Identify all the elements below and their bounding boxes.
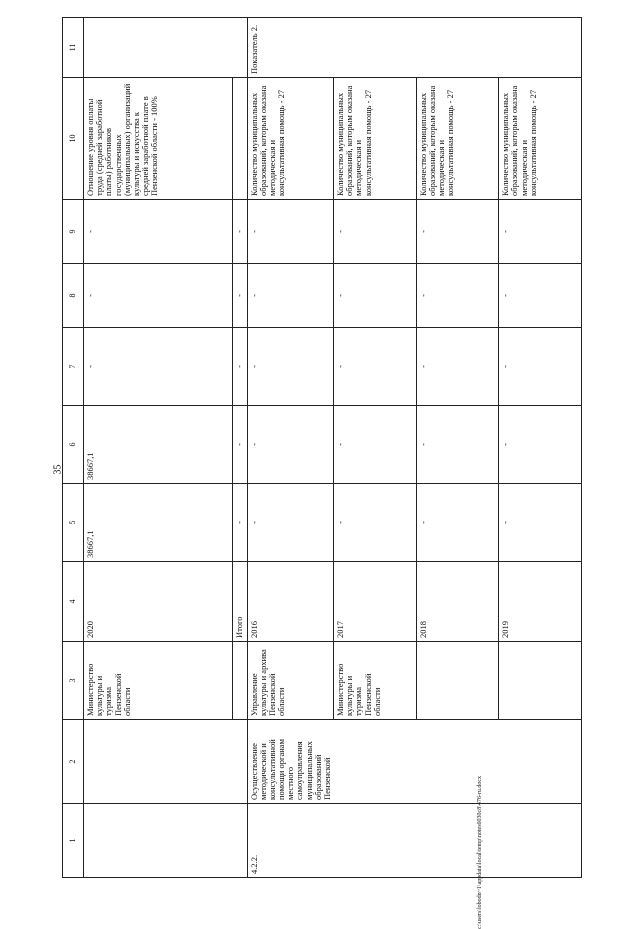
value-cell: - [233, 484, 247, 562]
value-cell: - [416, 484, 499, 562]
note-cell: Показатель 2. [247, 18, 582, 78]
value-cell: - [247, 406, 334, 484]
row-number-cell [84, 804, 247, 878]
total-label-cell: Итого [233, 562, 247, 642]
value-cell: - [499, 264, 582, 328]
column-header-row [63, 18, 84, 878]
value-cell: - [84, 200, 233, 264]
indicator-cell: Отношение уровня оплаты труда (средней заработной платы) работников государственных (муниципальных) организаций культуры и искусства к средней заработной плате в Пензенской области - 100% [84, 78, 233, 200]
rotated-table [62, 18, 582, 878]
value-cell: - [334, 200, 417, 264]
value-cell: - [416, 328, 499, 406]
year-cell: 2016 [247, 562, 334, 642]
rotated-table-area [62, 18, 582, 878]
value-cell: - [334, 484, 417, 562]
value-cell: - [84, 264, 233, 328]
value-cell: - [334, 328, 417, 406]
header-cell: 8 [63, 264, 84, 328]
header-cell: 5 [63, 484, 84, 562]
program-table [62, 17, 582, 878]
value-cell: 38667,1 [84, 484, 233, 562]
activity-cell: Осуществление методической и консультативной помощи органам местного самоуправления муниципальных образований Пензенской [247, 720, 582, 804]
indicator-cell: Количество муниципальных образований, которым оказана методическая и консультативная помощь - 27 [334, 78, 417, 200]
value-cell: - [416, 264, 499, 328]
value-cell: - [499, 406, 582, 484]
row-number-cell: 4.2.2. [247, 804, 582, 878]
executor-cell: Министерство культуры и туризма Пензенской области [334, 642, 417, 720]
indicator-cell: Количество муниципальных образований, которым оказана методическая и консультативная помощь - 27 [416, 78, 499, 200]
value-cell: - [499, 484, 582, 562]
year-cell: 2018 [416, 562, 499, 642]
value-cell: - [84, 328, 233, 406]
header-cell: 1 [63, 804, 84, 878]
executor-cell: Министерство культуры и туризма Пензенской области [84, 642, 233, 720]
note-cell [84, 18, 247, 78]
value-cell: - [233, 406, 247, 484]
footer-file-path: c:\users\lobodn~1\appdata\local\temp\notes6030c8\476-ru.docx [477, 775, 483, 929]
header-cell: 10 [63, 78, 84, 200]
value-cell: 38667,1 [84, 406, 233, 484]
header-cell: 11 [63, 18, 84, 78]
header-cell: 4 [63, 562, 84, 642]
year-cell: 2019 [499, 562, 582, 642]
header-cell: 9 [63, 200, 84, 264]
value-cell: - [233, 264, 247, 328]
header-cell: 2 [63, 720, 84, 804]
value-cell: - [233, 200, 247, 264]
value-cell: - [247, 484, 334, 562]
value-cell: - [334, 264, 417, 328]
value-cell: - [247, 200, 334, 264]
activity-cell [84, 720, 247, 804]
page-number: 35 [52, 464, 64, 475]
value-cell: - [247, 264, 334, 328]
indicator-cell: Количество муниципальных образований, которым оказана методическая и консультативная помощь - 27 [499, 78, 582, 200]
executor-cell: Управление культуры и архива Пензенской области [247, 642, 334, 720]
indicator-cell [233, 78, 247, 200]
value-cell: - [247, 328, 334, 406]
value-cell: - [499, 328, 582, 406]
header-cell: 7 [63, 328, 84, 406]
value-cell: - [233, 328, 247, 406]
executor-cell [499, 642, 582, 720]
table-row-2016 [247, 18, 334, 878]
year-cell: 2017 [334, 562, 417, 642]
executor-cell [416, 642, 499, 720]
value-cell: - [416, 200, 499, 264]
year-cell: 2020 [84, 562, 233, 642]
value-cell: - [334, 406, 417, 484]
header-cell: 3 [63, 642, 84, 720]
header-cell: 6 [63, 406, 84, 484]
value-cell: - [499, 200, 582, 264]
table-row-2020 [84, 18, 233, 878]
executor-cell [233, 642, 247, 720]
indicator-cell: Количество муниципальных образований, которым оказана методическая и консультативная помощь - 27 [247, 78, 334, 200]
value-cell: - [416, 406, 499, 484]
